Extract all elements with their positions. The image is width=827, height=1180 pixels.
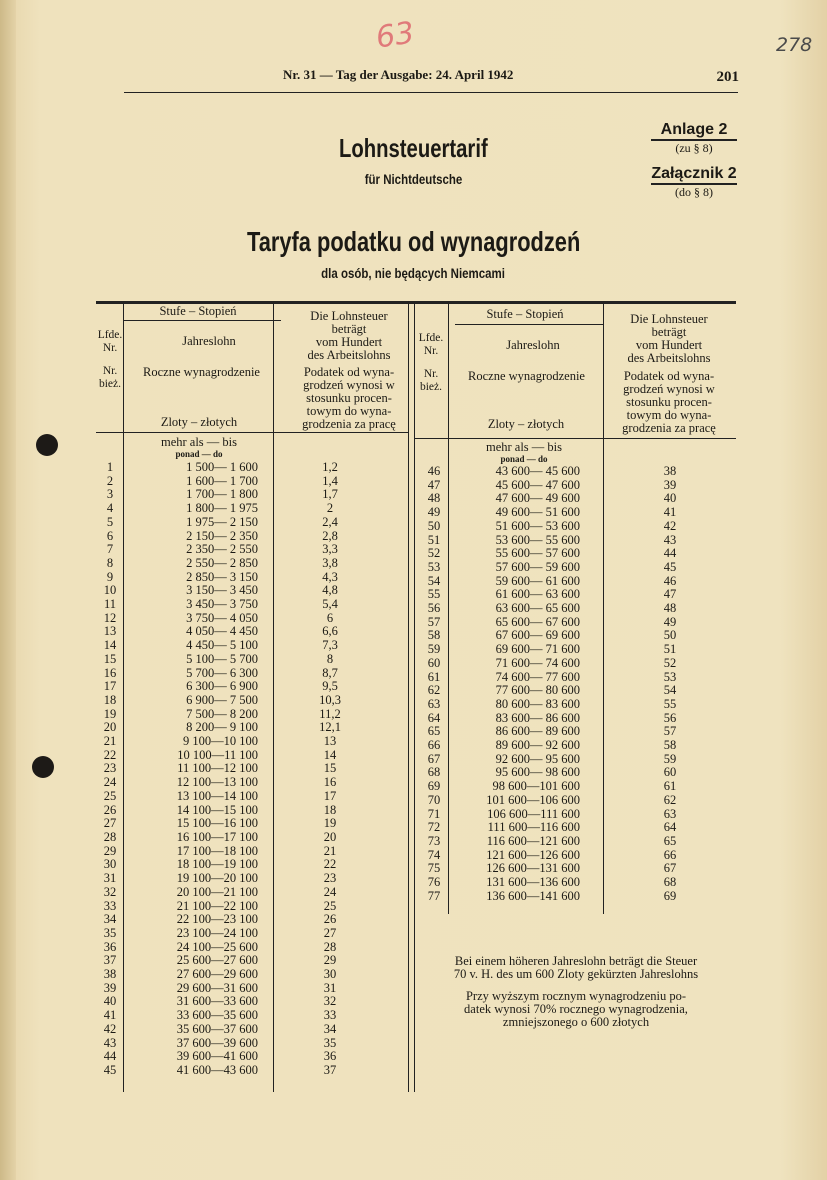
rows_left-row-nr: 8 [106, 555, 114, 570]
rows_left-row-range: 24 100—25 600 [176, 939, 258, 954]
rows_right-row-rate: 46 [663, 573, 677, 588]
rows_left-row-rate: 34 [323, 1021, 337, 1036]
rows_left-row-rate: 5,4 [322, 597, 338, 612]
rows_left-row-range: 5 100— 5 700 [186, 651, 258, 666]
rows_left-row-rate: 36 [323, 1049, 337, 1064]
rows_right-row-rate: 63 [663, 806, 677, 821]
rows_left-row-rate: 9,5 [322, 679, 338, 694]
rows_right-row-rate: 57 [663, 724, 677, 739]
rows_right-row-rate: 45 [663, 559, 677, 574]
rows_right-row-nr: 62 [427, 683, 441, 698]
rows_right-row-range: 126 600—131 600 [486, 861, 580, 876]
title-german: Lohnsteuertarif [339, 133, 488, 163]
rows_left-row-range: 23 100—24 100 [176, 925, 258, 940]
rows_left-row-rate: 30 [323, 967, 337, 982]
rows_left-row-nr: 3 [106, 487, 114, 502]
rows_left-row-rate: 7,3 [322, 638, 338, 653]
rows_right-row-rate: 50 [663, 628, 677, 643]
header-stufe-right: Stufe – Stopień [486, 307, 564, 321]
rows_right-row-rate: 42 [663, 518, 677, 533]
rows_right-row-range: 67 600— 69 600 [495, 628, 580, 643]
rows_left-row-rate: 1,7 [322, 487, 338, 502]
rows_left-row-nr: 44 [103, 1049, 117, 1064]
rows_left-row-rate: 24 [323, 884, 337, 899]
rows_right-row-nr: 68 [427, 765, 441, 780]
rows_left-row-rate: 37 [323, 1062, 337, 1077]
rows_left-row-nr: 35 [103, 925, 117, 940]
header-stufe-left: Stufe – Stopień [159, 304, 237, 318]
rows_left-row-nr: 24 [103, 775, 117, 790]
rows_left-row-range: 19 100—20 100 [176, 871, 258, 886]
rows_left-row-rate: 4,3 [322, 569, 338, 584]
rows_right-row-nr: 52 [427, 546, 441, 561]
rows_left-row-range: 3 150— 3 450 [186, 583, 258, 598]
header-roczne-left: Roczne wynagrodzenie [143, 365, 260, 379]
rows_right-row-rate: 58 [663, 738, 677, 753]
rows_left-row-rate: 2,4 [322, 514, 338, 529]
rows_right-row-rate: 64 [663, 820, 677, 835]
rows_right-row-range: 95 600— 98 600 [495, 765, 580, 780]
rows_left-row-range: 27 600—29 600 [176, 967, 258, 982]
rows_left-row-range: 2 850— 3 150 [186, 569, 258, 584]
rows_left-row-nr: 4 [106, 501, 114, 516]
rows_left-row-range: 22 100—23 100 [176, 912, 258, 927]
header-steuer-pl-right: Podatek od wyna- grodzeń wynosi w stosunku procen- towym do wyna- grodzenia za pracę [622, 369, 716, 435]
rows_left-row-range: 1 975— 2 150 [186, 514, 258, 529]
rows_right-row-range: 51 600— 53 600 [495, 518, 580, 533]
rows_left-row-range: 1 700— 1 800 [186, 487, 258, 502]
annex-german: Anlage 2 (zu § 8) [651, 121, 737, 156]
rows_right-row-nr: 72 [427, 820, 441, 835]
rows_right-row-rate: 69 [663, 888, 677, 903]
rows_left-row-rate: 3,8 [322, 555, 338, 570]
rows_left-row-nr: 7 [106, 542, 114, 557]
rows_right-row-range: 43 600— 45 600 [495, 464, 580, 478]
rows_right-row-rate: 49 [663, 614, 677, 629]
rows_left-row-nr: 40 [103, 994, 117, 1009]
rows_left-row-nr: 27 [103, 816, 117, 831]
rows_right-row-range: 55 600— 57 600 [495, 546, 580, 561]
header-steuer-pl-left: Podatek od wyna- grodzeń wynosi w stosunku procen- towym do wyna- grodzenia za pracę [302, 365, 396, 431]
rows_left-row-rate: 1,2 [322, 460, 338, 474]
rows_left-row-nr: 36 [103, 939, 117, 954]
folio-number: 63 [373, 15, 417, 56]
rows_left-row-rate: 35 [323, 1035, 337, 1050]
rows_left-row-rate: 2 [326, 501, 334, 516]
header-mehr-als-left: mehr als — bis [160, 435, 238, 449]
page-number: 201 [716, 69, 739, 85]
rows_left-row-nr: 25 [103, 788, 117, 803]
rows_left-row-range: 21 100—22 100 [176, 898, 258, 913]
header-zloty-right: Zloty – złotych [487, 417, 565, 431]
rows_right-row-rate: 52 [663, 655, 677, 670]
rows_left-row-rate: 17 [323, 788, 337, 803]
rows_right-row-range: 74 600— 77 600 [495, 669, 580, 684]
rows_left-row-nr: 45 [103, 1062, 117, 1077]
rows_left-row-range: 16 100—17 100 [176, 829, 258, 844]
rows_right-row-nr: 58 [427, 628, 441, 643]
header-biez-right: Nr. bież. [419, 368, 443, 393]
rows_left-row-nr: 9 [106, 569, 114, 584]
rows_right-row-range: 69 600— 71 600 [495, 642, 580, 657]
left-nr-column [96, 461, 124, 1078]
rows_right-row-nr: 63 [427, 696, 441, 711]
stufe-rule-right [455, 324, 603, 325]
rows_left-row-nr: 10 [103, 583, 117, 598]
rows_left-row-rate: 32 [323, 994, 337, 1009]
rows_left-row-range: 14 100—15 100 [176, 802, 258, 817]
rows_left-row-nr: 34 [103, 912, 117, 927]
rows_left-row-rate: 23 [323, 871, 337, 886]
title-polish: Taryfa podatku od wynagrodzeń [246, 226, 581, 257]
rows_left-row-rate: 3,3 [322, 542, 338, 557]
rows_left-row-rate: 8 [326, 651, 334, 666]
rows_left-row-rate: 20 [323, 829, 337, 844]
subtitle-german: für Nichtdeutsche [364, 171, 463, 187]
rows_right-row-nr: 64 [427, 710, 441, 725]
rows_right-row-range: 49 600— 51 600 [495, 505, 580, 520]
rows_right-row-nr: 65 [427, 724, 441, 739]
header-ponad-left: ponad — do [175, 449, 223, 459]
rows_right-row-rate: 62 [663, 792, 677, 807]
rows_right-row-rate: 67 [663, 861, 677, 876]
rows_right-row-range: 59 600— 61 600 [495, 573, 580, 588]
rows_left-row-range: 7 500— 8 200 [186, 706, 258, 721]
rows_left-row-nr: 14 [103, 638, 117, 653]
rows_left-row-nr: 15 [103, 651, 117, 666]
rows_left-row-nr: 41 [103, 1008, 117, 1023]
issue-line: Nr. 31 — Tag der Ausgabe: 24. April 1942 [283, 67, 514, 82]
header-bottom-right [414, 438, 736, 439]
rows_right-row-range: 98 600—101 600 [492, 779, 580, 794]
rows_right-row-nr: 55 [427, 587, 441, 602]
header-jahreslohn-right: Jahreslohn [506, 338, 560, 352]
header-steuer-de-left: Die Lohnsteuer beträgt vom Hundert des Arbeitslohns [307, 309, 391, 362]
rows_left-row-nr: 22 [103, 747, 117, 762]
rows_right-row-range: 86 600— 89 600 [495, 724, 580, 739]
rows_right-row-range: 136 600—141 600 [486, 888, 580, 903]
rows_left-row-rate: 8,7 [322, 665, 338, 680]
rows_left-row-range: 18 100—19 100 [176, 857, 258, 872]
rows_left-row-range: 9 100—10 100 [183, 734, 258, 749]
rows_right-row-rate: 44 [663, 546, 677, 561]
rows_right-row-rate: 65 [663, 833, 677, 848]
rows_left-row-range: 12 100—13 100 [176, 775, 258, 790]
rows_left-row-rate: 2,8 [322, 528, 338, 543]
rows_left-row-nr: 33 [103, 898, 117, 913]
rows_left-row-rate: 18 [323, 802, 337, 817]
rows_left-row-rate: 19 [323, 816, 337, 831]
rows_right-row-nr: 75 [427, 861, 441, 876]
rows_right-row-nr: 57 [427, 614, 441, 629]
rows_right-row-rate: 68 [663, 875, 677, 890]
rows_left-row-nr: 12 [103, 610, 117, 625]
rows_left-row-nr: 23 [103, 761, 117, 776]
rows_left-row-rate: 6 [326, 610, 334, 625]
rows_left-row-nr: 26 [103, 802, 117, 817]
rows_left-row-nr: 43 [103, 1035, 117, 1050]
rows_left-row-range: 33 600—35 600 [176, 1008, 258, 1023]
rows_left-row-range: 37 600—39 600 [176, 1035, 258, 1050]
rows_left-row-range: 8 200— 9 100 [186, 720, 258, 735]
rows_right-row-range: 131 600—136 600 [486, 875, 580, 890]
rows_right-row-rate: 40 [663, 491, 677, 506]
rows_right-row-nr: 46 [427, 464, 441, 478]
stufe-rule-left [123, 320, 281, 321]
rows_right-row-nr: 53 [427, 559, 441, 574]
rows_right-row-rate: 48 [663, 601, 677, 616]
header-lfde-right: Lfde. Nr. [418, 332, 444, 357]
header-biez-left: Nr. bież. [98, 365, 122, 390]
header-roczne-right: Roczne wynagrodzenie [468, 369, 585, 383]
rows_left-row-nr: 39 [103, 980, 117, 995]
rows_right-row-nr: 73 [427, 833, 441, 848]
rows_right-row-nr: 60 [427, 655, 441, 670]
rows_right-row-range: 65 600— 67 600 [495, 614, 580, 629]
header-steuer-de-right: Die Lohnsteuer beträgt vom Hundert des Arbeitslohns [627, 312, 711, 365]
header-lfde-left: Lfde. Nr. [97, 329, 123, 354]
rows_left-row-nr: 17 [103, 679, 117, 694]
rows_right-row-nr: 48 [427, 491, 441, 506]
rows_right-row-nr: 61 [427, 669, 441, 684]
rows_left-row-nr: 37 [103, 953, 117, 968]
header-mehr-als-right: mehr als — bis [485, 440, 563, 454]
rows_left-row-nr: 38 [103, 967, 117, 982]
rows_left-row-rate: 21 [323, 843, 337, 858]
header-zloty-left: Zloty – złotych [160, 415, 238, 429]
rows_right-row-nr: 66 [427, 738, 441, 753]
rows_left-row-range: 1 600— 1 700 [186, 473, 258, 488]
rows_left-row-range: 2 350— 2 550 [186, 542, 258, 557]
rows_left-row-rate: 33 [323, 1008, 337, 1023]
left-range-column [140, 461, 258, 1078]
rows_right-row-nr: 50 [427, 518, 441, 533]
rows_left-row-range: 17 100—18 100 [176, 843, 258, 858]
rows_left-row-nr: 30 [103, 857, 117, 872]
rows_right-row-nr: 56 [427, 601, 441, 616]
rows_left-row-nr: 21 [103, 734, 117, 749]
rows_right-row-range: 47 600— 49 600 [495, 491, 580, 506]
left-rate-column [300, 461, 360, 1078]
rows_left-row-rate: 11,2 [319, 706, 341, 721]
rows_right-row-range: 116 600—121 600 [486, 833, 580, 848]
rows_left-row-rate: 15 [323, 761, 337, 776]
rows_left-row-range: 25 600—27 600 [176, 953, 258, 968]
rows_left-row-nr: 18 [103, 692, 117, 707]
rows_right-row-nr: 71 [427, 806, 441, 821]
rows_right-row-range: 53 600— 55 600 [495, 532, 580, 547]
rows_left-row-nr: 16 [103, 665, 117, 680]
rows_left-row-rate: 13 [323, 734, 337, 749]
rows_left-row-range: 6 300— 6 900 [186, 679, 258, 694]
rows_right-row-rate: 51 [663, 642, 677, 657]
rows_right-row-range: 89 600— 92 600 [495, 738, 580, 753]
rows_right-row-nr: 51 [427, 532, 441, 547]
rows_left-row-range: 6 900— 7 500 [186, 692, 258, 707]
punch-hole [32, 756, 54, 778]
rows_left-row-rate: 12,1 [319, 720, 341, 735]
rows_left-row-range: 29 600—31 600 [176, 980, 258, 995]
rows_right-row-nr: 49 [427, 505, 441, 520]
rows_right-row-range: 45 600— 47 600 [495, 477, 580, 492]
rows_left-row-nr: 11 [103, 597, 117, 612]
rows_left-row-range: 1 500— 1 600 [186, 460, 258, 474]
rows_left-row-nr: 32 [103, 884, 117, 899]
rows_left-row-range: 20 100—21 100 [176, 884, 258, 899]
annex-polish: Załącznik 2 (do § 8) [651, 165, 737, 199]
rows_right-row-rate: 39 [663, 477, 677, 492]
rows_left-row-rate: 29 [323, 953, 337, 968]
rows_left-row-nr: 42 [103, 1021, 117, 1036]
rows_right-row-range: 61 600— 63 600 [495, 587, 580, 602]
rows_right-row-rate: 54 [663, 683, 677, 698]
rows_right-row-rate: 38 [663, 464, 677, 478]
rows_left-row-range: 41 600—43 600 [176, 1062, 258, 1077]
rows_left-row-range: 1 800— 1 975 [186, 501, 258, 516]
rows_left-row-range: 5 700— 6 300 [186, 665, 258, 680]
rows_right-row-range: 121 600—126 600 [486, 847, 580, 862]
rows_left-row-range: 15 100—16 100 [176, 816, 258, 831]
right-range-column [452, 465, 580, 904]
rows_right-row-rate: 55 [663, 696, 677, 711]
rows_left-row-nr: 2 [106, 473, 114, 488]
rows_left-row-range: 3 450— 3 750 [186, 597, 258, 612]
rows_left-row-rate: 14 [323, 747, 337, 762]
rows_left-row-range: 4 450— 5 100 [186, 638, 258, 653]
rows_right-row-nr: 77 [427, 888, 441, 903]
rows_left-row-range: 4 050— 4 450 [186, 624, 258, 639]
rows_right-row-nr: 76 [427, 875, 441, 890]
rows_left-row-range: 11 100—12 100 [177, 761, 258, 776]
rows_left-row-nr: 6 [106, 528, 114, 543]
header-rule [124, 92, 738, 93]
rows_right-row-range: 80 600— 83 600 [495, 696, 580, 711]
rows_right-row-rate: 59 [663, 751, 677, 766]
rows_right-row-range: 106 600—111 600 [487, 806, 580, 821]
rows_right-row-range: 63 600— 65 600 [495, 601, 580, 616]
rows_left-row-range: 2 550— 2 850 [186, 555, 258, 570]
punch-hole [36, 434, 58, 456]
corner-annotation: 278 [776, 34, 813, 56]
rows_right-row-nr: 59 [427, 642, 441, 657]
rows_right-row-rate: 41 [663, 505, 677, 520]
rows_left-row-rate: 31 [323, 980, 337, 995]
rows_left-row-rate: 6,6 [322, 624, 338, 639]
rows_left-row-range: 35 600—37 600 [176, 1021, 258, 1036]
rows_left-row-range: 10 100—11 100 [177, 747, 258, 762]
rows_left-row-range: 2 150— 2 350 [186, 528, 258, 543]
rows_left-row-nr: 28 [103, 829, 117, 844]
subtitle-polish: dla osób, nie będących Niemcami [321, 265, 506, 281]
rows_right-row-nr: 54 [427, 573, 441, 588]
rows_left-row-nr: 29 [103, 843, 117, 858]
rows_left-row-nr: 1 [106, 460, 114, 474]
rows_right-row-nr: 67 [427, 751, 441, 766]
rows_left-row-range: 13 100—14 100 [176, 788, 258, 803]
rows_left-row-range: 39 600—41 600 [176, 1049, 258, 1064]
rows_right-row-nr: 74 [427, 847, 441, 862]
rows_right-row-nr: 69 [427, 779, 441, 794]
right-nr-column [414, 465, 454, 904]
rows_right-row-nr: 70 [427, 792, 441, 807]
rows_right-row-rate: 53 [663, 669, 677, 684]
rows_right-row-range: 83 600— 86 600 [495, 710, 580, 725]
rows_right-row-range: 57 600— 59 600 [495, 559, 580, 574]
rows_left-row-nr: 19 [103, 706, 117, 721]
rows_left-row-rate: 16 [323, 775, 337, 790]
header-jahreslohn-left: Jahreslohn [182, 334, 236, 348]
rows_left-row-nr: 13 [103, 624, 117, 639]
right-rate-column [640, 465, 700, 904]
rows_left-row-rate: 26 [323, 912, 337, 927]
rows_right-row-range: 77 600— 80 600 [495, 683, 580, 698]
header-bottom-left [96, 432, 408, 433]
rows_left-row-nr: 5 [106, 514, 114, 529]
rows_left-row-range: 31 600—33 600 [176, 994, 258, 1009]
rows_left-row-range: 3 750— 4 050 [186, 610, 258, 625]
rows_right-row-rate: 43 [663, 532, 677, 547]
note-german: Bei einem höheren Jahreslohn beträgt die Steuer 70 v. H. des um 600 Zloty gekürzten Jahreslohns [453, 954, 699, 981]
note-polish: Przy wyższym rocznym wynagrodzeniu po- datek wynosi 70% rocznego wynagrodzenia, zmniejszonego o 600 złotych [464, 989, 688, 1029]
rows_left-row-rate: 28 [323, 939, 337, 954]
rows_left-row-nr: 20 [103, 720, 117, 735]
rows_left-row-nr: 31 [103, 871, 117, 886]
rows_right-row-nr: 47 [427, 477, 441, 492]
rows_left-row-rate: 27 [323, 925, 337, 940]
rows_left-row-rate: 1,4 [322, 473, 338, 488]
rows_right-row-rate: 47 [663, 587, 677, 602]
rows_right-row-rate: 56 [663, 710, 677, 725]
rows_right-row-range: 71 600— 74 600 [495, 655, 580, 670]
rows_right-row-rate: 66 [663, 847, 677, 862]
rows_right-row-rate: 61 [663, 779, 677, 794]
rows_right-row-range: 111 600—116 600 [487, 820, 580, 835]
rows_right-row-range: 101 600—106 600 [486, 792, 580, 807]
rows_right-row-range: 92 600— 95 600 [495, 751, 580, 766]
header-ponad-right: ponad — do [500, 454, 548, 464]
rows_right-row-rate: 60 [663, 765, 677, 780]
rows_left-row-rate: 4,8 [322, 583, 338, 598]
rows_left-row-rate: 25 [323, 898, 337, 913]
rows_left-row-rate: 22 [323, 857, 337, 872]
rows_left-row-rate: 10,3 [319, 692, 341, 707]
